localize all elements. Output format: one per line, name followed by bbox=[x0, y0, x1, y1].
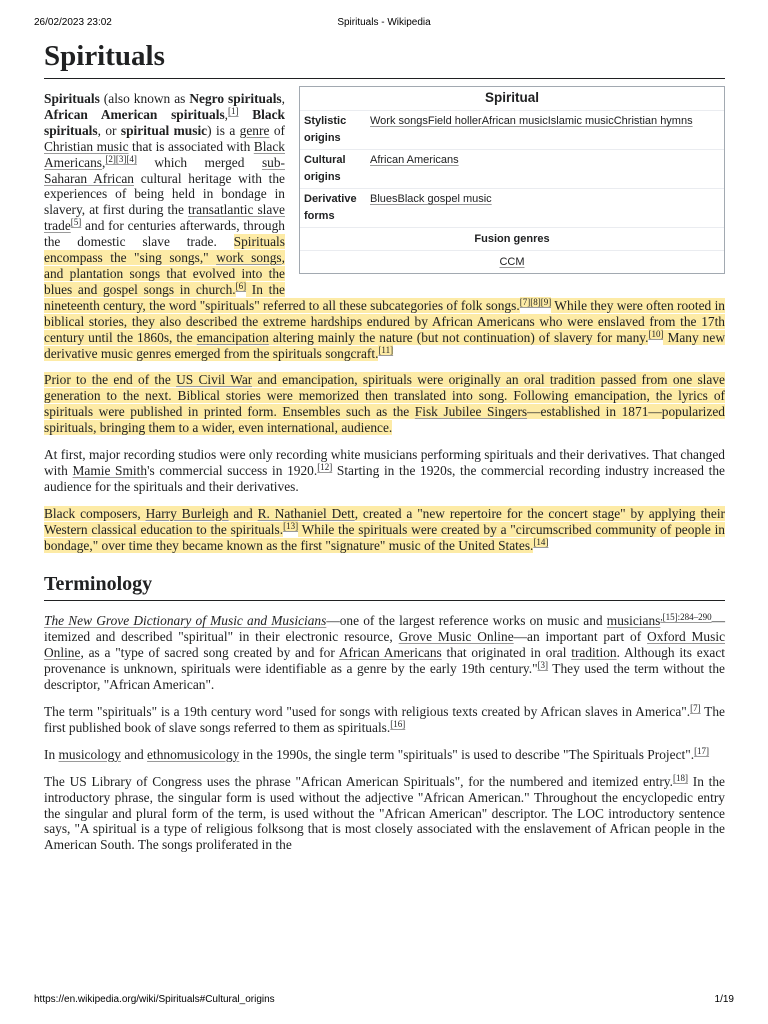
body-text: The term "spirituals" is a 19th century word "used for songs with religious texts created by African slaves in America". bbox=[44, 704, 691, 719]
link-nathaniel-dett[interactable]: R. Nathaniel Dett bbox=[257, 505, 355, 521]
infobox-link-blues[interactable]: Blues bbox=[370, 193, 398, 205]
link-mamie-smith[interactable]: Mamie Smith bbox=[72, 462, 148, 478]
infobox-header-fusion: Fusion genres bbox=[300, 227, 724, 250]
highlight-text: and emancipation, spirituals were originally an oral tradition passed from one slave generation to the next. Biblical stories were memorized then translated into song. Following emancipation, the lyrics of spirituals were published in printed form. Ensembles such as the bbox=[44, 372, 725, 420]
infobox-title: Spiritual bbox=[484, 90, 539, 105]
infobox-link-field-holler[interactable]: Field holler bbox=[427, 115, 482, 127]
body-text: —itemized and described "spiritual" in their electronic resource, bbox=[44, 613, 725, 645]
article-content bbox=[44, 36, 725, 864]
paragraph-grove bbox=[44, 613, 725, 693]
infobox-row-cultural bbox=[300, 149, 724, 188]
link-christian-music[interactable]: Christian music bbox=[44, 138, 129, 154]
page-title: Spirituals bbox=[44, 36, 725, 79]
citation[interactable]: [11] bbox=[378, 344, 394, 355]
link-fisk-jubilee-singers[interactable]: Fisk Jubilee Singers bbox=[414, 404, 528, 420]
link-grove-music-online[interactable]: Grove Music Online bbox=[398, 629, 514, 645]
infobox-row-derivative bbox=[300, 188, 724, 227]
lead-text: cultural heritage with the experiences of being held in bondage in slavery, at first during the bbox=[44, 170, 285, 218]
body-text: . Although its exact provenance is unknown, spirituals were identifiable as a genre by the early 19th century." bbox=[44, 645, 726, 677]
lead-text: which merged bbox=[136, 154, 262, 170]
body-text: In bbox=[44, 746, 59, 762]
print-page-title: Spirituals - Wikipedia bbox=[337, 17, 431, 28]
highlight-text: Spirituals encompass the "sing songs," bbox=[44, 234, 285, 266]
print-url: https://en.wikipedia.org/wiki/Spirituals#Cultural_origins bbox=[34, 994, 275, 1005]
section-heading-terminology: Terminology bbox=[44, 571, 725, 601]
infobox-link-black-gospel[interactable]: Black gospel music bbox=[397, 193, 492, 205]
infobox-link-christian-hymns[interactable]: Christian hymns bbox=[613, 115, 693, 127]
paragraph-library-of-congress bbox=[44, 774, 725, 854]
link-sub-saharan-african[interactable]: sub-Saharan African bbox=[44, 154, 285, 186]
paragraph-recording bbox=[44, 447, 725, 495]
citation[interactable]: [16] bbox=[390, 718, 406, 729]
citation[interactable]: [3] bbox=[537, 660, 549, 671]
link-black-americans[interactable]: Black Americans bbox=[44, 138, 285, 170]
highlight-text: Prior to the end of the bbox=[44, 372, 177, 388]
highlight-text: —established in 1871—popularized spirituals, bringing them to a wider, even international, audience. bbox=[44, 404, 725, 436]
infobox-value-fusion bbox=[300, 250, 724, 273]
link-oxford-music-online[interactable]: Oxford Music Online bbox=[44, 629, 726, 661]
term-spirituals: Spirituals bbox=[44, 91, 100, 106]
highlight-text: While the spirituals were created by a "circumscribed community of people in bondage," over time they became known as the first "signature" music of the United States. bbox=[44, 521, 725, 553]
lead-text: , bbox=[224, 106, 229, 122]
print-datetime: 26/02/2023 23:02 bbox=[34, 17, 112, 28]
paragraph-term-origin bbox=[44, 704, 725, 736]
infobox-link-ccm[interactable]: CCM bbox=[499, 256, 525, 268]
infobox-link-african-music[interactable]: African music bbox=[481, 115, 548, 127]
lead-text: , bbox=[281, 91, 285, 106]
citation[interactable]: [18] bbox=[672, 772, 688, 783]
print-page-number: 1/19 bbox=[714, 994, 734, 1005]
term-black-spirituals: Black spirituals bbox=[44, 106, 285, 138]
body-text: In the introductory phrase, the singular form is used without the adjective "African American." Throughout the encyclopedic entry the singular and plural form of the term, is used without the "African American" descriptor. The LOC introductory sentence says, "A spiritual is a type of religious folksong that is most closely associated with the enslavement of African people in the American South. The songs proliferated in the bbox=[44, 773, 726, 853]
link-work-songs[interactable]: work songs bbox=[216, 250, 282, 266]
body-text: and bbox=[121, 746, 148, 762]
highlight-text: Black composers, bbox=[44, 505, 146, 521]
link-tradition[interactable]: tradition bbox=[571, 645, 617, 661]
lead-text: , bbox=[102, 154, 106, 170]
lead-text: , or bbox=[97, 122, 121, 138]
highlight-text: Many new derivative music genres emerged from the spirituals songcraft. bbox=[44, 329, 725, 361]
citation[interactable]: [7] bbox=[690, 703, 701, 713]
paragraph-musicology bbox=[44, 747, 725, 763]
lead-text: of bbox=[269, 122, 285, 138]
citation[interactable]: [6] bbox=[235, 280, 247, 291]
infobox-label-stylistic: Stylistic origins bbox=[304, 115, 347, 144]
citation[interactable]: [7][8][9] bbox=[519, 296, 552, 307]
infobox-link-work-songs[interactable]: Work songs bbox=[370, 115, 428, 127]
lead-text: ) is a bbox=[207, 122, 240, 138]
print-header bbox=[34, 17, 734, 31]
highlight-text: , created a "new repertoire for the concert stage" by applying their Western classical education to the spirituals. bbox=[44, 505, 726, 537]
body-text: The US Library of Congress uses the phrase "African American Spirituals", for the numbered and itemized entry. bbox=[44, 773, 673, 789]
link-musicology[interactable]: musicology bbox=[58, 746, 122, 762]
highlight-text: , and plantation songs that evolved into the blues and gospel songs in church. bbox=[44, 250, 285, 297]
lead-text bbox=[239, 107, 253, 122]
infobox-link-islamic-music[interactable]: Islamic music bbox=[547, 115, 614, 127]
citation[interactable]: [14] bbox=[533, 536, 549, 547]
link-ethnomusicology[interactable]: ethnomusicology bbox=[147, 746, 240, 762]
body-text: in the 1990s, the single term "spirituals" is used to describe "The Spirituals Project". bbox=[239, 746, 695, 762]
body-text: At first, major recording studios were only recording white musicians performing spirituals and their derivatives. That changed with bbox=[44, 447, 726, 478]
citation[interactable]: [17] bbox=[694, 745, 710, 756]
term-negro-spirituals: Negro spirituals bbox=[189, 91, 282, 106]
infobox bbox=[299, 86, 725, 274]
citation[interactable]: [1] bbox=[228, 105, 239, 116]
print-footer bbox=[34, 994, 734, 1008]
body-text: —an important part of bbox=[513, 629, 648, 645]
highlight-text: While they were often rooted in biblical stories, they also described the extreme hardships endured by African Americans who were enslaved from the 17th century until the 1860s, the bbox=[44, 297, 725, 345]
citation[interactable]: [12] bbox=[317, 461, 333, 472]
infobox-label-cultural: Cultural origins bbox=[304, 154, 346, 183]
link-new-grove-dictionary[interactable]: The New Grove Dictionary of Music and Musicians bbox=[44, 613, 327, 629]
body-text: 's commercial success in 1920. bbox=[147, 462, 318, 478]
infobox-link-african-americans[interactable]: African Americans bbox=[370, 154, 459, 166]
infobox-value-cultural bbox=[370, 152, 720, 186]
link-harry-burleigh[interactable]: Harry Burleigh bbox=[145, 505, 229, 521]
citation[interactable]: [5] bbox=[70, 217, 82, 228]
paragraph-composers bbox=[44, 506, 725, 554]
body-text: Starting in the 1920s, the commercial recording industry increased the audience for the spirituals and their derivatives. bbox=[44, 462, 726, 494]
link-transatlantic-slave-trade[interactable]: transatlantic slave trade bbox=[44, 202, 285, 234]
body-text: The first published book of slave songs referred to them as spirituals. bbox=[44, 704, 725, 735]
link-emancipation[interactable]: emancipation bbox=[196, 329, 269, 345]
highlight-text: altering mainly the nature (but not continuation) of slavery for many. bbox=[268, 329, 649, 345]
term-african-american-spirituals: African American spirituals bbox=[44, 106, 225, 122]
infobox-value-stylistic bbox=[370, 113, 720, 147]
highlight-text: and bbox=[228, 505, 258, 521]
body-text: , as a "type of sacred song created by and for bbox=[80, 645, 339, 661]
link-musicians[interactable]: musicians bbox=[606, 613, 661, 629]
lead-text: that is associated with bbox=[128, 138, 254, 154]
link-us-civil-war[interactable]: US Civil War bbox=[176, 372, 253, 388]
citation[interactable]: [10] bbox=[648, 328, 664, 339]
link-african-americans[interactable]: African Americans bbox=[338, 645, 442, 661]
lead-text: (also known as bbox=[99, 91, 190, 106]
infobox-label-derivative: Derivative forms bbox=[304, 193, 357, 222]
paragraph-oral-tradition bbox=[44, 372, 725, 436]
highlight-text: In the nineteenth century, the word "spirituals" referred to all these subcategories of folk songs. bbox=[44, 281, 520, 313]
citation[interactable]: [2][3][4] bbox=[105, 153, 137, 164]
term-spiritual-music: spiritual music bbox=[120, 122, 208, 138]
link-genre[interactable]: genre bbox=[239, 122, 270, 138]
infobox-value-derivative bbox=[370, 191, 720, 225]
body-text: that originated in oral bbox=[441, 645, 572, 661]
infobox-row-stylistic bbox=[300, 110, 724, 149]
lead-text: and for centuries afterwards, through the domestic slave trade. bbox=[44, 218, 285, 250]
citation[interactable]: [13] bbox=[283, 520, 299, 531]
citation[interactable]: ,[15]:284–290 bbox=[660, 612, 712, 623]
body-text: —one of the largest reference works on music and bbox=[326, 613, 607, 629]
body-text: They used the term without the descriptor, "African American". bbox=[44, 661, 725, 693]
